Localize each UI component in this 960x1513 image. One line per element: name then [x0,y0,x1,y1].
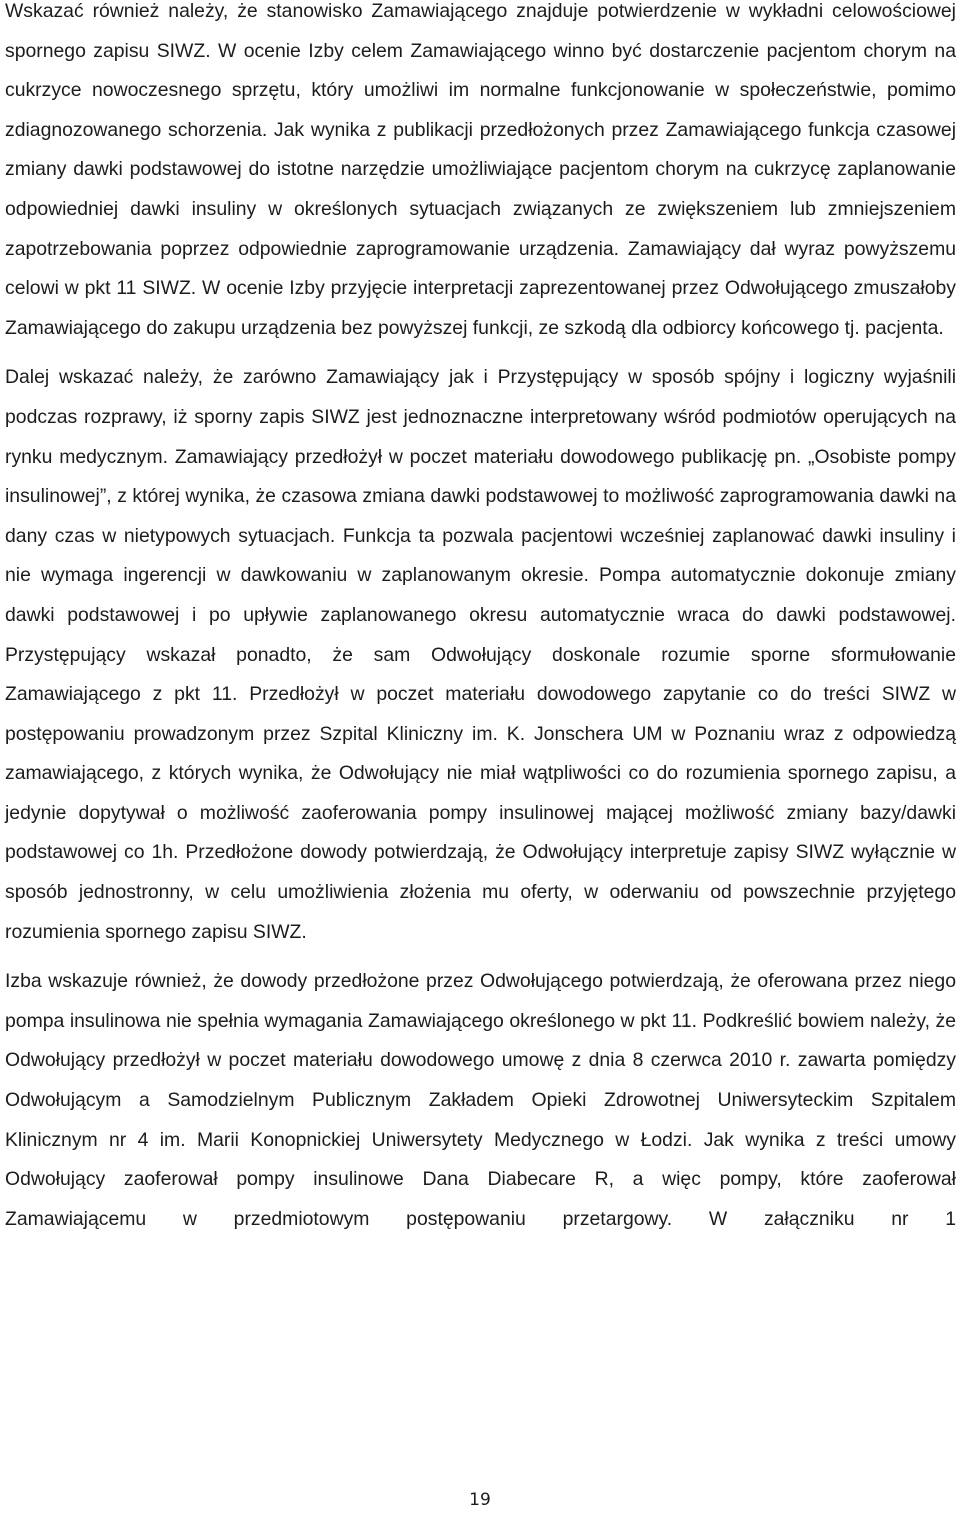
paragraph-2: Dalej wskazać należy, że zarówno Zamawiający jak i Przystępujący w sposób spójny i logiczny wyjaśnili podczas rozprawy, iż sporny zapis SIWZ jest jednoznaczne interpretowany wśród podmiotów operujących na rynku medycznym. Zamawiający przedłożył w poczet materiału dowodowego publikację pn. „Osobiste pompy insulinowej”, z której wynika, że czasowa zmiana dawki podstawowej to możliwość zaprogramowania dawki na dany czas w nietypowych sytuacjach. Funkcja ta pozwala pacjentowi wcześniej zaplanować dawki insuliny i nie wymaga ingerencji w dawkowaniu w zaplanowanym okresie. Pompa automatycznie dokonuje zmiany dawki podstawowej i po upływie zaplanowanego okresu automatycznie wraca do dawki podstawowej. Przystępujący wskazał ponadto, że sam Odwołujący doskonale rozumie sporne sformułowanie Zamawiającego z pkt 11. Przedłożył w poczet materiału dowodowego zapytanie co do treści SIWZ w postępowaniu prowadzonym przez Szpital Kliniczny im. K. Jonschera UM w Poznaniu wraz z odpowiedzą zamawiającego, z których wynika, że Odwołujący nie miał wątpliwości co do rozumienia spornego zapisu, a jedynie dopytywał o możliwość zaoferowania pompy insulinowej mającej możliwość zmiany bazy/dawki podstawowej co 1h. Przedłożone dowody potwierdzają, że Odwołujący interpretuje zapisy SIWZ wyłącznie w sposób jednostronny, w celu umożliwienia złożenia mu oferty, w oderwaniu od powszechnie przyjętego rozumienia spornego zapisu SIWZ. [5,366,956,943]
paragraph-3: Izba wskazuje również, że dowody przedłożone przez Odwołującego potwierdzają, że oferowana przez niego pompa insulinowa nie spełnia wymagania Zamawiającego określonego w pkt 11. Podkreślić bowiem należy, że Odwołujący przedłożył w poczet materiału dowodowego umowę z dnia 8 czerwca 2010 r. zawarta pomiędzy Odwołującym a Samodzielnym Publicznym Zakładem Opieki Zdrowotnej Uniwersyteckim Szpitalem Klinicznym nr 4 im. Marii Konopnickiej Uniwersytety Medycznego w Łodzi. Jak wynika z treści umowy Odwołujący zaoferował pompy insulinowe Dana Diabecare R, a więc pompy, które zaoferował Zamawiającemu w przedmiotowym postępowaniu przetargowy. W załączniku nr 1 [5,970,956,1230]
page-number: 19 [469,1490,491,1510]
paragraph-1: Wskazać również należy, że stanowisko Zamawiającego znajduje potwierdzenie w wykładni celowościowej spornego zapisu SIWZ. W ocenie Izby celem Zamawiającego winno być dostarczenie pacjentom chorym na cukrzyce nowoczesnego sprzętu, który umożliwi im normalne funkcjonowanie w społeczeństwie, pomimo zdiagnozowanego schorzenia. Jak wynika z publikacji przedłożonych przez Zamawiającego funkcja czasowej zmiany dawki podstawowej do istotne narzędzie umożliwiające pacjentom chorym na cukrzycę zaplanowanie odpowiedniej dawki insuliny w określonych sytuacjach związanych ze zwiększeniem lub zmniejszeniem zapotrzebowania poprzez odpowiednie zaprogramowanie urządzenia. Zamawiający dał wyraz powyższemu celowi w pkt 11 SIWZ. W ocenie Izby przyjęcie interpretacji zaprezentowanej przez Odwołującego zmuszałoby Zamawiającego do zakupu urządzenia bez powyższej funkcji, ze szkodą dla odbiorcy końcowego tj. pacjenta. [5,0,956,339]
document-page [5,0,956,1239]
